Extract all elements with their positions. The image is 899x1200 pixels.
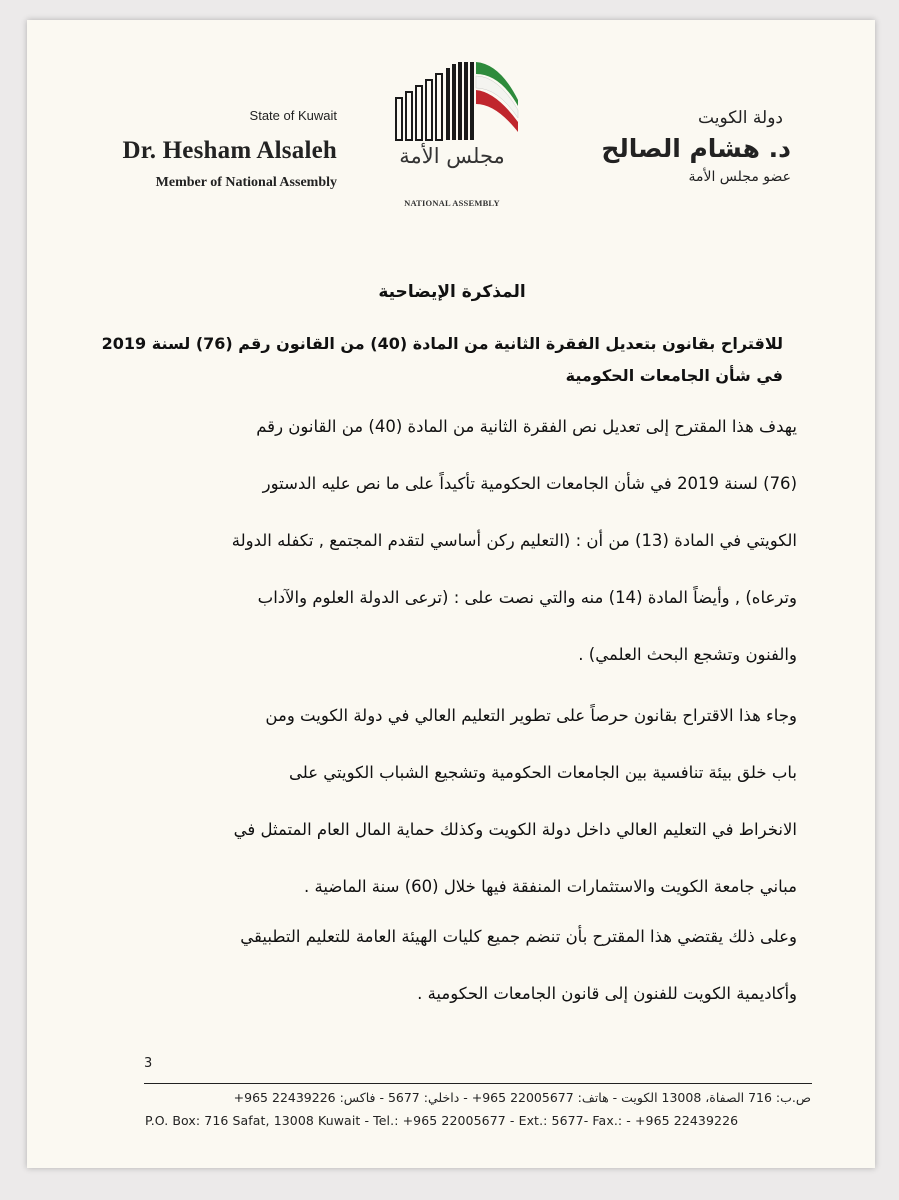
english-letterhead [87, 108, 337, 191]
body-line: الكويتي في المادة (13) من أن : (التعليم ركن أساسي لتقدم المجتمع , تكفله الدولة [231, 531, 797, 550]
english-state-label: State of Kuwait [249, 108, 337, 123]
paragraph-2 [97, 687, 797, 915]
body-line: وجاء هذا الاقتراح بقانون حرصاً على تطوير التعليم العالي في دولة الكويت ومن [265, 706, 797, 725]
body-line: (76) لسنة 2019 في شأن الجامعات الحكومية تأكيداً على ما نص عليه الدستور [262, 474, 797, 493]
subject-line: في شأن الجامعات الحكومية [565, 366, 783, 385]
body-line: مباني جامعة الكويت والاستثمارات المنفقة فيها خلال (60) سنة الماضية . [304, 877, 797, 896]
body-line: يهدف هذا المقترح إلى تعديل نص الفقرة الثانية من المادة (40) من القانون رقم [256, 417, 797, 436]
national-assembly-logo [382, 40, 522, 212]
memo-title: المذكرة الإيضاحية [378, 282, 526, 302]
english-member-role: Member of National Assembly [155, 175, 337, 190]
logo-english-text: NATIONAL ASSEMBLY [404, 198, 500, 208]
english-member-name: Dr. Hesham Alsaleh [122, 137, 337, 164]
paragraph-1 [97, 398, 797, 683]
body-line: وعلى ذلك يقتضي هذا المقترح بأن تنضم جميع كليات الهيئة العامة للتعليم التطبيقي [240, 927, 797, 946]
body-line: وأكاديمية الكويت للفنون إلى قانون الجامعات الحكومية . [417, 984, 797, 1003]
memo-subject [101, 328, 783, 392]
body-line: الانخراط في التعليم العالي داخل دولة الكويت وكذلك حماية المال العام المتمثل في [233, 820, 797, 839]
body-line: والفنون وتشجع البحث العلمي) . [578, 645, 797, 664]
document-page [27, 20, 875, 1168]
arabic-member-role: عضو مجلس الأمة [688, 169, 791, 185]
footer-divider [144, 1083, 812, 1084]
body-line: باب خلق بيئة تنافسية بين الجامعات الحكومية وتشجيع الشباب الكويتي على [289, 763, 797, 782]
arabic-letterhead [551, 108, 791, 185]
footer-arabic-address: ص.ب: 716 الصفاة، 13008 الكويت - هاتف: 22005677 965+ - داخلي: 5677 - فاكس: 22439226 965+ [233, 1090, 811, 1105]
logo-arabic-text: مجلس الأمة [399, 144, 505, 168]
arabic-member-name: د. هشام الصالح [601, 134, 791, 163]
subject-line: للاقتراح بقانون بتعديل الفقرة الثانية من المادة (40) من القانون رقم (76) لسنة 2019 [101, 334, 783, 353]
body-line: وترعاه) , وأيضاً المادة (14) منه والتي نصت على : (ترعى الدولة العلوم والآداب [257, 588, 797, 607]
paragraph-3 [97, 908, 797, 1022]
page-number: 3 [144, 1056, 153, 1071]
assembly-emblem-icon [382, 40, 522, 150]
arabic-state-label: دولة الكويت [698, 108, 783, 128]
footer-english-address: P.O. Box: 716 Safat, 13008 Kuwait - Tel.: +965 22005677 - Ext.: 5677- Fax.: - +965 22439226 [145, 1113, 739, 1128]
